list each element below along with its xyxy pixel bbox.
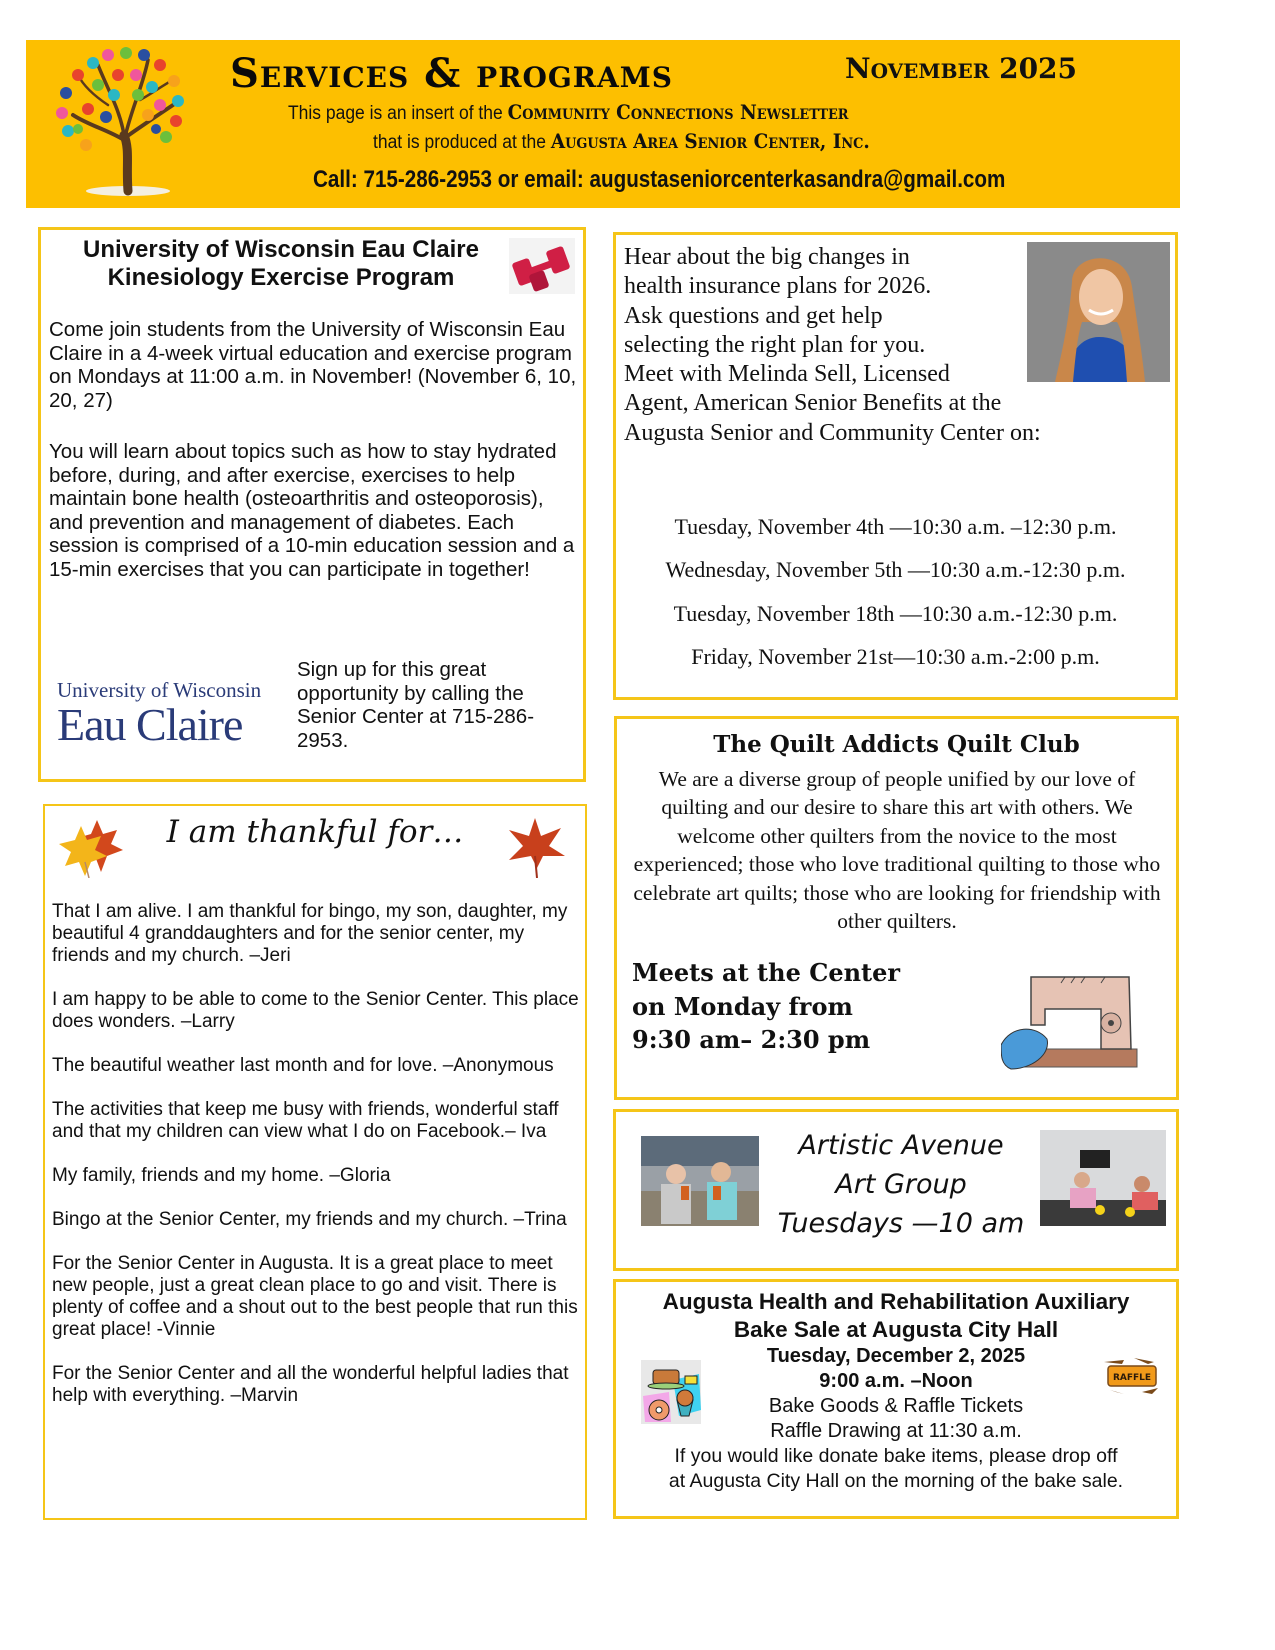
uwec-logo (57, 678, 287, 748)
signup-text: Sign up for this great opportunity by calling the Senior Center at 715-286-2953. (297, 658, 535, 752)
schedule-item: Tuesday, November 4th —10:30 a.m. –12:30 p.m. (674, 514, 1117, 539)
agent-photo (1027, 242, 1170, 382)
bake-sale-date: Tuesday, December 2, 2025 (766, 1345, 1026, 1367)
thankful-box (43, 804, 587, 1520)
kinesiology-program-box (38, 227, 586, 782)
insurance-line: Augusta Senior and Community Center on: (624, 419, 1041, 446)
art-group-photo-1 (641, 1136, 759, 1226)
autumn-leaves-icon (57, 816, 127, 878)
raffle-label: RAFFLE (1112, 1373, 1152, 1383)
uwec-logo-line1: University of Wisconsin (57, 678, 262, 702)
thankful-title: I am thankful for… (166, 814, 464, 850)
newsletter-name: Community Connections Newsletter (507, 100, 849, 124)
quilt-meeting-info (632, 956, 952, 1057)
meeting-line: on Monday from (632, 991, 853, 1021)
sewing-machine-icon (1001, 965, 1141, 1073)
kinesiology-title-line2: Kinesiology Exercise Program (107, 264, 455, 291)
insurance-line: Hear about the big changes in (624, 244, 910, 270)
contact-info: Call: 715-286-2953 or email: augustaseniorcenterkasandra@gmail.com (313, 166, 1006, 193)
produced-line-prefix: that is produced at the (373, 132, 551, 153)
produced-line (373, 129, 870, 154)
schedule-item: Wednesday, November 5th —10:30 a.m.-12:30 p.m. (665, 557, 1126, 583)
maple-leaf-icon (503, 816, 567, 878)
art-group-photo-2 (1040, 1130, 1166, 1226)
issue-month: November 2025 (845, 52, 1078, 85)
kinesiology-title-line1: University of Wisconsin Eau Claire (83, 236, 479, 263)
meeting-line: Meets at the Center (632, 958, 901, 987)
donation-note-line2: at Augusta City Hall on the morning of the bake sale. (668, 1470, 1124, 1492)
quilt-club-box (614, 716, 1179, 1100)
insurance-line: Ask questions and get help (624, 302, 883, 329)
bake-sale-title-line1: Augusta Health and Rehabilitation Auxiliary (662, 1289, 1130, 1314)
donation-note-line1: If you would like donate bake items, please drop off (674, 1445, 1118, 1467)
bake-sale-time: 9:00 a.m. –Noon (819, 1370, 973, 1392)
quote-item: My family, friends and my home. –Gloria (52, 1165, 391, 1186)
quote-item: That I am alive. I am thankful for bingo, my son, daughter, my beautiful 4 granddaughters and for the senior center, my friends and my church. –Jeri (52, 901, 568, 966)
page-title: Services & programs (230, 50, 673, 97)
quote-item: The activities that keep me busy with friends, wonderful staff and that my children can view what I do on Facebook.– Iva (52, 1099, 559, 1142)
schedule-item: Tuesday, November 18th —10:30 a.m.-12:30 p.m. (673, 600, 1118, 626)
raffle-ticket-icon (1104, 1356, 1160, 1396)
art-group-subtitle: Art Group (835, 1169, 967, 1200)
quilt-club-title: The Quilt Addicts Quilt Club (713, 731, 1080, 758)
kinesiology-title (61, 236, 501, 292)
kinesiology-paragraph-1: Come join students from the University of Wisconsin Eau Claire in a 4-week virtual education and exercise program on Mondays at 11:00 a.m. in November! (November 6, 10, 20, 27) (49, 318, 577, 412)
insert-line-prefix: This page is an insert of the (288, 103, 508, 124)
insurance-line: Agent, American Senior Benefits at the (624, 390, 1002, 417)
quote-item: For the Senior Center in Augusta. It is a great place to meet new people, just a great clean place to go and visit. There is plenty of coffee and a shout out to the best people that run this great place! -Vinnie (52, 1253, 578, 1340)
baked-goods-icon (641, 1360, 701, 1424)
meeting-time: 9:30 am– 2:30 pm (632, 1025, 871, 1054)
art-group-box (613, 1109, 1179, 1271)
quote-item: For the Senior Center and all the wonderful helpful ladies that help with everything. –Marvin (52, 1363, 569, 1406)
bake-sale-items: Bake Goods & Raffle Tickets (768, 1395, 1024, 1417)
quote-item: Bingo at the Senior Center, my friends and my church. –Trina (52, 1209, 567, 1230)
uwec-logo-line2: Eau Claire (57, 699, 243, 750)
raffle-drawing-time: Raffle Drawing at 11:30 a.m. (770, 1420, 1022, 1442)
bake-sale-title-line2: Bake Sale at Augusta City Hall (733, 1317, 1059, 1342)
insurance-line: selecting the right plan for you. (624, 331, 926, 358)
organization-name: Augusta Area Senior Center, Inc. (550, 129, 870, 153)
art-group-name: Artistic Avenue (798, 1130, 1004, 1161)
quote-item: The beautiful weather last month and for love. –Anonymous (52, 1055, 554, 1076)
bake-sale-box (613, 1279, 1179, 1519)
insurance-schedule (616, 505, 1175, 678)
kinesiology-paragraph-2: You will learn about topics such as how to stay hydrated before, during, and after exercise, exercises to help maintain bone health (osteoarthritis and osteoporosis), and prevention and management of diabetes. Each session is comprised of a 10-min education session and a 15-min exercises that you can participate in together! (49, 440, 575, 581)
insurance-description (624, 243, 1084, 448)
thankful-quotes-list (52, 901, 582, 1429)
art-group-text (766, 1126, 1036, 1243)
insert-line (288, 100, 1042, 125)
quote-item: I am happy to be able to come to the Senior Center. This place does wonders. –Larry (52, 989, 579, 1032)
insurance-line: health insurance plans for 2026. (624, 273, 932, 300)
insurance-box (613, 232, 1178, 700)
hand-tree-icon (48, 45, 188, 197)
insurance-line: Meet with Melinda Sell, Licensed (624, 361, 950, 388)
dumbbell-icon (509, 238, 575, 294)
schedule-item: Friday, November 21st—10:30 a.m.-2:00 p.m. (691, 643, 1100, 669)
quilt-club-description: We are a diverse group of people unified by our love of quilting and our desire to share this art with others. We welcome other quilters from the novice to the most experienced; those who love traditional quilting to those who celebrate art quilts; those who are looking for friendship with other quilters. (633, 767, 1161, 934)
art-group-schedule: Tuesdays —10 am (777, 1208, 1025, 1239)
